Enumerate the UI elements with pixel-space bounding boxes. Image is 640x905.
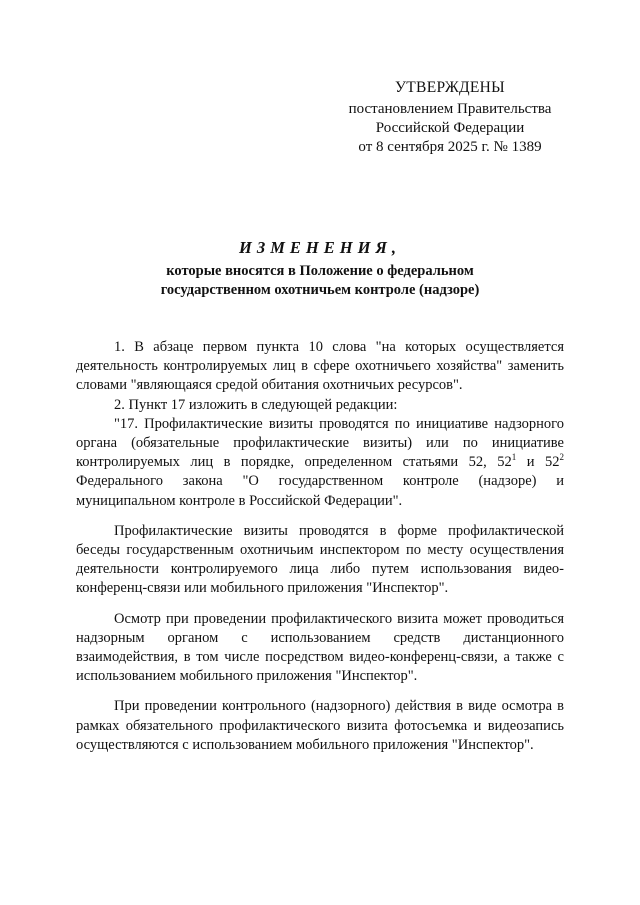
superscript-2: 2 xyxy=(559,452,564,463)
paragraph-3-part-1: "17. Профилактические визиты проводятся по инициативе надзорного органа (обязательные профилактические визиты) или по инициативе контролируемых лиц в порядке, определенном статьями 52, 52 xyxy=(76,415,564,471)
paragraph-1: 1. В абзаце первом пункта 10 слова "на которых осуществляется деятельность контролируемых лиц в сфере охотничьего хозяйства" заменить словами "являющаяся средой обитания охотничьих ресурсов". xyxy=(76,339,564,394)
document-title: ИЗМЕНЕНИЯ, xyxy=(239,238,401,257)
document-body xyxy=(76,338,564,755)
approval-stamp-block xyxy=(330,78,570,157)
subtitle-line-1: которые вносятся в Положение о федеральном xyxy=(166,263,474,279)
approval-line-3: от 8 сентября 2025 г. № 1389 xyxy=(358,139,542,155)
paragraph-2: 2. Пункт 17 изложить в следующей редакции: xyxy=(114,396,398,413)
approval-line-1: постановлением Правительства xyxy=(348,101,552,117)
superscript-1: 1 xyxy=(511,452,517,463)
paragraph-3-part-3: Федерального закона "О государственном контроле (надзоре) и муниципальном контроле в Российской Федерации". xyxy=(76,473,564,509)
paragraph-3 xyxy=(76,415,564,511)
approval-heading: УТВЕРЖДЕНЫ xyxy=(395,79,505,96)
subtitle-line-2: государственном охотничьем контроле (надзоре) xyxy=(160,282,480,298)
paragraph-5: Осмотр при проведении профилактического визита может проводиться надзорным органом с использованием средств дистанционного взаимодействия, в том числе посредством видео-конференц-связи, а также с использованием мобильного приложения "Инспектор". xyxy=(76,610,564,685)
paragraph-4: Профилактические визиты проводятся в форме профилактической беседы государственным охотничьим инспектором по месту осуществления деятельности контролируемого лица либо путем использования видео-конференц-связи или мобильного приложения "Инспектор". xyxy=(76,522,564,597)
paragraph-3-part-2: и 52 xyxy=(516,454,560,471)
document-subtitle xyxy=(60,262,580,300)
paragraph-6: При проведении контрольного (надзорного) действия в виде осмотра в рамках обязательного профилактического визита фотосъемка и видеозапись осуществляются с использованием мобильного приложения "Инспектор". xyxy=(76,698,564,753)
approval-line-2: Российской Федерации xyxy=(375,120,525,136)
